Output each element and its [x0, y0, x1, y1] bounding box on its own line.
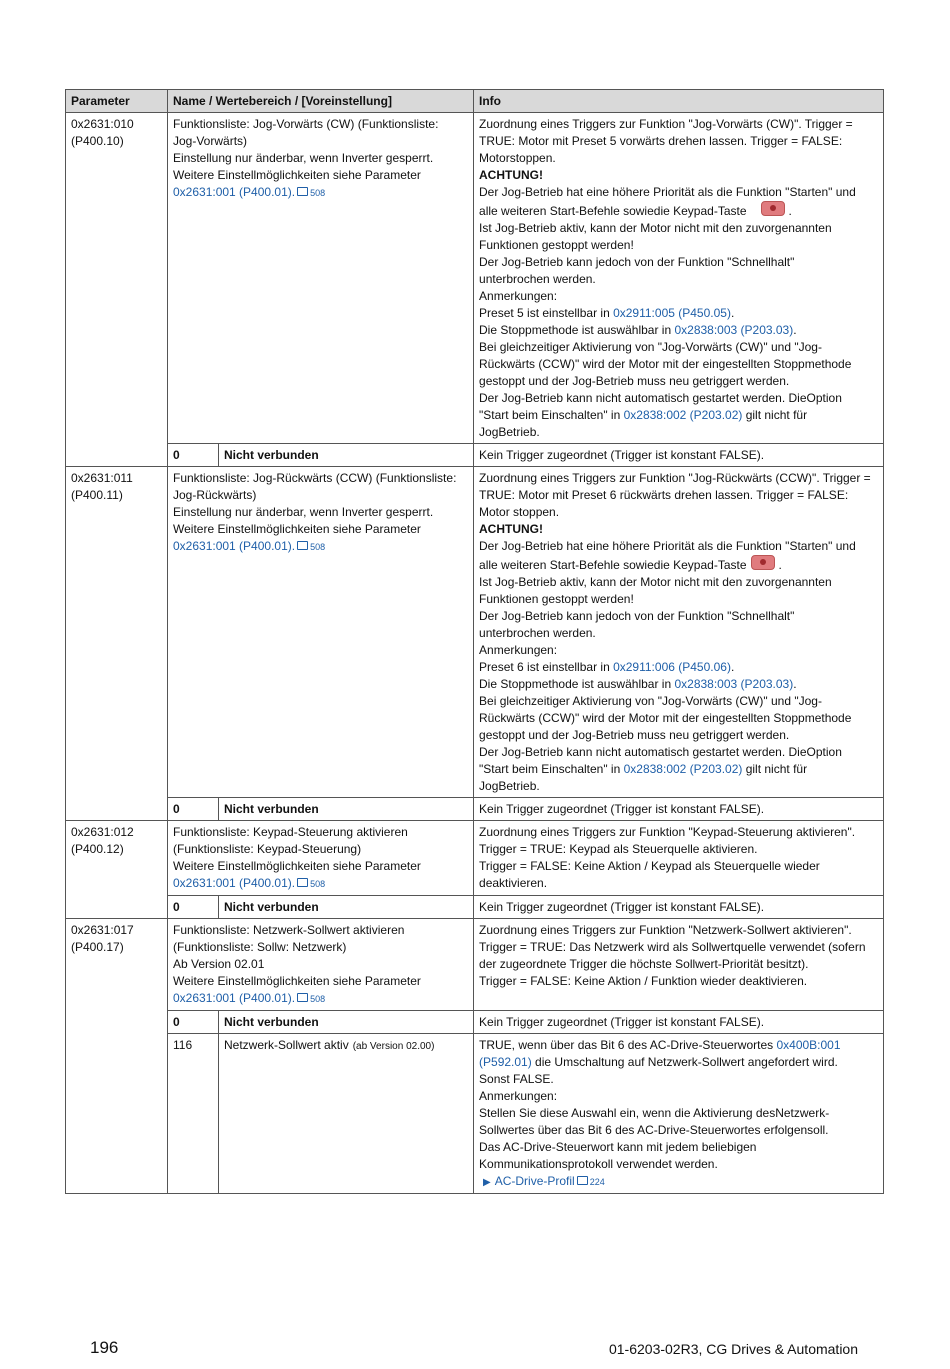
cross-reference-link[interactable]: AC-Drive-Profil: [494, 1174, 575, 1188]
info-line: Ist Jog-Betrieb aktiv, kann der Motor nicht mit den zuvorgenannten: [479, 575, 832, 589]
info-line: Zuordnung eines Triggers zur Funktion "Keypad-Steuerung aktivieren".: [479, 825, 856, 839]
page-reference-number: 508: [310, 542, 326, 552]
keypad-stop-key-icon: [751, 555, 775, 570]
info-text: Die Stoppmethode ist auswählbar in: [479, 323, 675, 337]
parameter-link[interactable]: 0x2631:001 (P400.01).: [173, 539, 296, 553]
name-line: Einstellung nur änderbar, wenn Inverter gesperrt.: [173, 505, 434, 519]
info-line: gestoppt und der Jog-Betrieb muss neu getriggert werden.: [479, 374, 790, 388]
parameter-id: 0x2631:017: [71, 923, 134, 937]
option-label: Nicht verbunden: [219, 444, 474, 467]
page-number: 196: [90, 1338, 119, 1357]
parameter-link[interactable]: 0x2838:003 (P203.03): [674, 323, 794, 337]
parameter-link[interactable]: 0x2631:001 (P400.01).: [173, 991, 296, 1005]
page-reference[interactable]: [297, 539, 325, 556]
info-line: Sonst FALSE.: [479, 1072, 554, 1086]
name-line: Weitere Einstellmöglichkeiten siehe Parameter: [173, 168, 421, 182]
info-line: unterbrochen werden.: [479, 626, 596, 640]
info-line: Trigger = FALSE: Keine Aktion / Keypad als Steuerquelle wieder: [479, 859, 820, 873]
table-subrow: [66, 798, 884, 821]
info-line: alle weiteren Start-Befehle sowiedie Keypad-Taste: [479, 204, 747, 218]
info-text: Preset 6 ist einstellbar in: [479, 660, 614, 674]
parameter-link[interactable]: 0x400B:001: [776, 1038, 841, 1052]
option-label: Nicht verbunden: [219, 896, 474, 919]
info-line: Motorstoppen.: [479, 151, 556, 165]
header-parameter: Parameter: [66, 90, 168, 113]
name-cell: [168, 919, 474, 1011]
name-line: (Funktionsliste: Sollw: Netzwerk): [173, 940, 347, 954]
name-line: Funktionsliste: Jog-Rückwärts (CCW) (Funktionsliste:: [173, 471, 457, 485]
info-line: Anmerkungen:: [479, 1089, 558, 1103]
option-label: Netzwerk-Sollwert aktiv: [224, 1038, 349, 1052]
parameter-link[interactable]: 0x2911:005 (P450.05): [613, 306, 731, 320]
parameter-link[interactable]: 0x2631:001 (P400.01).: [173, 876, 296, 890]
warning-heading: ACHTUNG!: [479, 168, 544, 182]
info-cell: [474, 113, 884, 444]
page-reference[interactable]: [297, 876, 325, 893]
info-line: Stellen Sie diese Auswahl ein, wenn die Aktivierung desNetzwerk-: [479, 1106, 830, 1120]
info-line: Trigger = TRUE: Das Netzwerk wird als Sollwertquelle verwendet (sofern: [479, 940, 866, 954]
info-text: .: [730, 306, 735, 320]
parameter-id: 0x2631:011: [71, 471, 133, 485]
info-text: "Start beim Einschalten" in: [479, 408, 624, 422]
name-line: Ab Version 02.01: [173, 957, 265, 971]
info-text: .: [730, 660, 735, 674]
page-reference[interactable]: [297, 991, 325, 1008]
option-info: Kein Trigger zugeordnet (Trigger ist konstant FALSE).: [474, 896, 884, 919]
info-line: JogBetrieb.: [479, 779, 540, 793]
name-line: Funktionsliste: Netzwerk-Sollwert aktivieren: [173, 923, 405, 937]
info-line: der zugeordnete Trigger die höchste Sollwert-Priorität besitzt).: [479, 957, 809, 971]
book-icon: [577, 1176, 588, 1185]
info-line: deaktivieren.: [479, 876, 548, 890]
triangle-right-icon: ▶: [483, 1177, 491, 1188]
header-info: Info: [474, 90, 884, 113]
parameter-p-id: (P400.10): [71, 134, 124, 148]
info-line: gestoppt und der Jog-Betrieb muss neu getriggert werden.: [479, 728, 790, 742]
info-text: Preset 5 ist einstellbar in: [479, 306, 614, 320]
page-reference[interactable]: [297, 185, 325, 202]
name-line: Funktionsliste: Jog-Vorwärts (CW) (Funktionsliste:: [173, 117, 439, 131]
info-line: Sollwertes über das Bit 6 des AC-Drive-Steuerwortes erfolgensoll.: [479, 1123, 829, 1137]
name-line: Funktionsliste: Keypad-Steuerung aktivieren: [173, 825, 408, 839]
page-reference-number: 224: [589, 1177, 605, 1187]
info-line: Rückwärts (CCW)" wird der Motor mit der eingestellten Stoppmethode: [479, 711, 852, 725]
option-value: 116: [168, 1034, 219, 1194]
info-line: Motor stoppen.: [479, 505, 560, 519]
info-line: Der Jog-Betrieb kann jedoch von der Funktion "Schnellhalt": [479, 609, 795, 623]
info-line: Kommunikationsprotokoll verwendet werden.: [479, 1157, 718, 1171]
parameter-link[interactable]: 0x2911:006 (P450.06): [613, 660, 731, 674]
book-icon: [297, 541, 308, 550]
info-line: Der Jog-Betrieb kann nicht automatisch gestartet werden. DieOption: [479, 391, 842, 405]
parameter-link[interactable]: 0x2838:002 (P203.02): [623, 762, 743, 776]
table-row: [66, 919, 884, 1011]
parameter-p-id: (P400.11): [71, 488, 123, 502]
warning-heading: ACHTUNG!: [479, 522, 544, 536]
info-line: Trigger = FALSE: Keine Aktion / Funktion wieder deaktivieren.: [479, 974, 808, 988]
info-line: Das AC-Drive-Steuerwort kann mit jedem beliebigen: [479, 1140, 757, 1154]
name-cell: [168, 113, 474, 444]
table-subrow: [66, 1011, 884, 1034]
info-line-end: .: [788, 204, 792, 218]
parameter-id: 0x2631:012: [71, 825, 134, 839]
info-text: gilt nicht für: [742, 762, 808, 776]
info-line: JogBetrieb.: [479, 425, 540, 439]
info-text: TRUE, wenn über das Bit 6 des AC-Drive-Steuerwortes: [479, 1038, 777, 1052]
page-reference-number: 508: [310, 879, 326, 889]
name-line: Jog-Rückwärts): [173, 488, 257, 502]
info-line: Ist Jog-Betrieb aktiv, kann der Motor nicht mit den zuvorgenannten: [479, 221, 832, 235]
info-line: Trigger = TRUE: Keypad als Steuerquelle aktivieren.: [479, 842, 758, 856]
info-text: "Start beim Einschalten" in: [479, 762, 624, 776]
info-line: TRUE: Motor mit Preset 6 rückwärts drehen lassen. Trigger = FALSE:: [479, 488, 849, 502]
info-line: Der Jog-Betrieb hat eine höhere Priorität als die Funktion "Starten" und: [479, 539, 856, 553]
info-line: Zuordnung eines Triggers zur Funktion "Jog-Rückwärts (CCW)". Trigger =: [479, 471, 871, 485]
parameter-table: [65, 89, 884, 1194]
option-info: [474, 1034, 884, 1194]
header-name: Name / Wertebereich / [Voreinstellung]: [168, 90, 474, 113]
info-text: Die Stoppmethode ist auswählbar in: [479, 677, 675, 691]
option-value: 0: [168, 896, 219, 919]
option-info: Kein Trigger zugeordnet (Trigger ist konstant FALSE).: [474, 1011, 884, 1034]
option-value: 0: [168, 444, 219, 467]
info-line: Der Jog-Betrieb kann nicht automatisch gestartet werden. DieOption: [479, 745, 842, 759]
info-line: Rückwärts (CCW)" wird der Motor mit der eingestellten Stoppmethode: [479, 357, 852, 371]
name-line: (Funktionsliste: Keypad-Steuerung): [173, 842, 362, 856]
option-info: Kein Trigger zugeordnet (Trigger ist konstant FALSE).: [474, 444, 884, 467]
info-line: Bei gleichzeitiger Aktivierung von "Jog-Vorwärts (CW)" und "Jog-: [479, 694, 822, 708]
option-label-note: (ab Version 02.00): [352, 1041, 435, 1052]
name-line: Weitere Einstellmöglichkeiten siehe Parameter: [173, 859, 421, 873]
page-reference-number: 508: [310, 188, 326, 198]
option-info: Kein Trigger zugeordnet (Trigger ist konstant FALSE).: [474, 798, 884, 821]
info-line: alle weiteren Start-Befehle sowiedie Keypad-Taste: [479, 558, 747, 572]
name-line: Weitere Einstellmöglichkeiten siehe Parameter: [173, 522, 421, 536]
parameter-link[interactable]: 0x2838:002 (P203.02): [623, 408, 743, 422]
info-line: Zuordnung eines Triggers zur Funktion "Netzwerk-Sollwert aktivieren".: [479, 923, 852, 937]
name-line: Weitere Einstellmöglichkeiten siehe Parameter: [173, 974, 421, 988]
info-line: Der Jog-Betrieb hat eine höhere Priorität als die Funktion "Starten" und: [479, 185, 856, 199]
info-line: Zuordnung eines Triggers zur Funktion "Jog-Vorwärts (CW)". Trigger =: [479, 117, 853, 131]
table-row: [66, 467, 884, 798]
info-text: die Umschaltung auf Netzwerk-Sollwert angefordert wird.: [531, 1055, 838, 1069]
info-cell: [474, 467, 884, 798]
info-line: Anmerkungen:: [479, 289, 558, 303]
book-icon: [297, 993, 308, 1002]
info-line-end: .: [778, 558, 782, 572]
name-cell: [168, 821, 474, 896]
info-cell: [474, 821, 884, 896]
parameter-id: 0x2631:010: [71, 117, 134, 131]
parameter-link[interactable]: 0x2838:003 (P203.03): [674, 677, 794, 691]
option-label: Nicht verbunden: [219, 798, 474, 821]
info-text: .: [793, 323, 797, 337]
page-reference-number: 508: [310, 994, 326, 1004]
option-value: 0: [168, 798, 219, 821]
option-label-cell: [219, 1034, 474, 1194]
info-text: gilt nicht für: [742, 408, 808, 422]
parameter-p-id: (P400.17): [71, 940, 124, 954]
table-row: [66, 821, 884, 896]
info-line: Anmerkungen:: [479, 643, 558, 657]
keypad-stop-key-icon: [761, 201, 785, 216]
name-cell: [168, 467, 474, 798]
option-value: 0: [168, 1011, 219, 1034]
table-subrow: [66, 444, 884, 467]
name-line: Jog-Vorwärts): [173, 134, 248, 148]
table-subrow: [66, 896, 884, 919]
book-icon: [297, 878, 308, 887]
parameter-cell: [66, 919, 168, 1194]
document-id: 01-6203-02R3, CG Drives & Automation: [608, 1341, 858, 1357]
info-line: TRUE: Motor mit Preset 5 vorwärts drehen lassen. Trigger = FALSE:: [479, 134, 843, 148]
info-line: Bei gleichzeitiger Aktivierung von "Jog-Vorwärts (CW)" und "Jog-: [479, 340, 822, 354]
info-line: Funktionen gestoppt werden!: [479, 238, 634, 252]
table-header-row: [66, 90, 884, 113]
option-label: Nicht verbunden: [219, 1011, 474, 1034]
info-text: .: [793, 677, 797, 691]
info-line: Funktionen gestoppt werden!: [479, 592, 634, 606]
info-line: unterbrochen werden.: [479, 272, 596, 286]
table-subrow: [66, 1034, 884, 1194]
parameter-cell: [66, 821, 168, 919]
page-reference[interactable]: [577, 1174, 605, 1191]
name-line: Einstellung nur änderbar, wenn Inverter gesperrt.: [173, 151, 434, 165]
info-line: Der Jog-Betrieb kann jedoch von der Funktion "Schnellhalt": [479, 255, 795, 269]
info-cell: [474, 919, 884, 1011]
parameter-link[interactable]: (P592.01): [479, 1055, 532, 1069]
parameter-cell: [66, 467, 168, 821]
parameter-p-id: (P400.12): [71, 842, 124, 856]
parameter-link[interactable]: 0x2631:001 (P400.01).: [173, 185, 296, 199]
table-row: [66, 113, 884, 444]
parameter-cell: [66, 113, 168, 467]
book-icon: [297, 187, 308, 196]
